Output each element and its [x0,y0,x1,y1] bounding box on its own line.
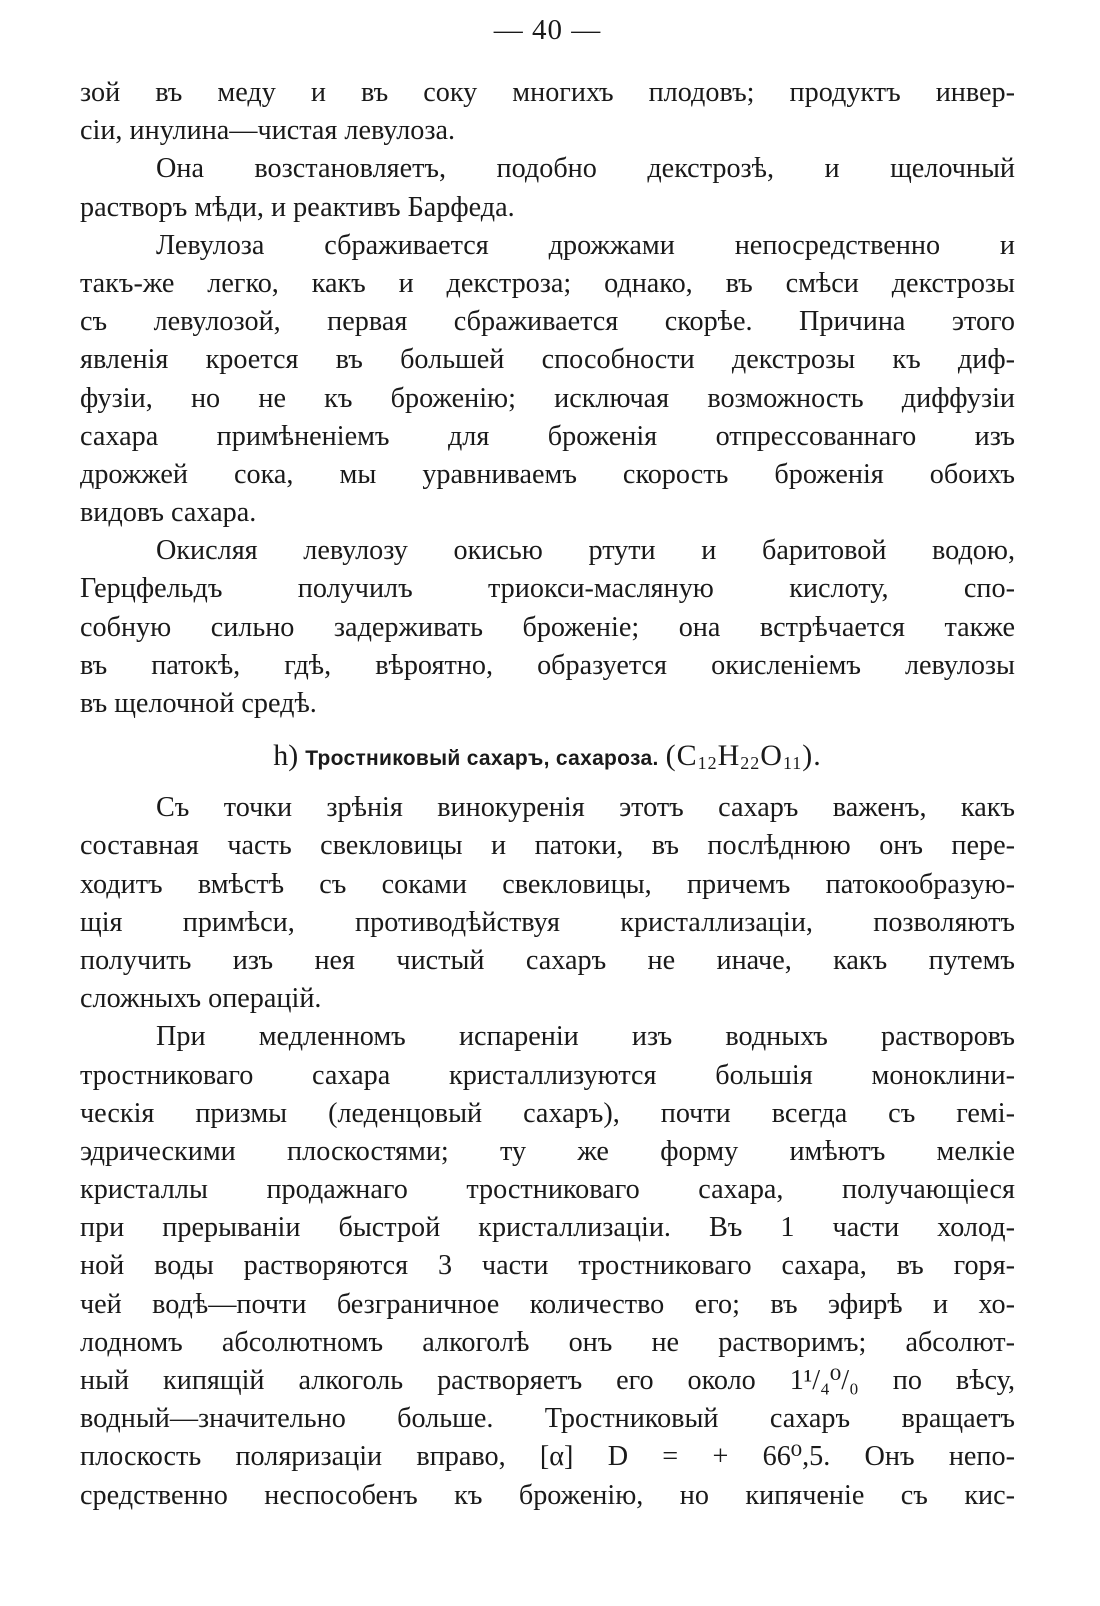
text-line: такъ-же легко, какъ и декстроза; однако, въ смѣси декстрозы [80,267,1015,299]
text-line: сложныхъ операцій. [80,983,322,1015]
text-line: получить изъ нея чистый сахаръ не иначе, какъ путемъ [80,944,1015,976]
text-line: фузіи, но не къ броженію; исключая возможность диффузіи [80,382,1015,414]
text-line: въ щелочной средѣ. [80,688,317,719]
text-line: Съ точки зрѣнія винокуренія этотъ сахаръ важенъ, какъ [156,792,1015,824]
text-line: ный кипящій алкоголь растворяетъ его около 1¹/₄⁰/₀ по вѣсу, [80,1365,1015,1396]
text-line: явленія кроется въ большей способности декстрозы къ диф- [80,344,1015,376]
text-line: ходитъ вмѣстѣ съ соками свекловицы, причемъ патокообразую- [80,868,1015,900]
text-line: Окисляя левулозу окисью ртути и баритовой водою, [156,535,1015,567]
text-line: собную сильно задерживать броженіе; она встрѣчается также [80,611,1015,643]
text-line: эдрическими плоскостями; ту же форму имѣютъ мелкіе [80,1135,1015,1167]
formula-part: (C [665,739,698,773]
text-line: составная часть свекловицы и патоки, въ послѣднюю онъ пере- [80,830,1015,862]
text-line: растворъ мѣди, и реактивъ Барфеда. [80,191,515,223]
formula-part: O [760,739,783,773]
formula-subscript: 22 [740,753,761,774]
formula-subscript: 12 [697,753,718,774]
text-line: ческія призмы (леденцовый сахаръ), почти всегда съ гемі- [80,1097,1015,1129]
formula-part: H [717,739,741,773]
body-text [80,74,1015,1515]
text-line: ной воды растворяются 3 части тростниковаго сахара, въ горя- [80,1250,1015,1282]
text-line: съ левулозой, первая сбраживается скорѣе. Причина этого [80,306,1015,338]
formula-subscript: 11 [782,753,803,774]
text-line: въ патокѣ, гдѣ, вѣроятно, образуется окисленіемъ левулозы [80,649,1015,681]
text-line: видовъ сахара. [80,497,257,529]
page-number: — 40 — [493,14,602,46]
text-line: при прерываніи быстрой кристаллизаціи. Въ 1 части холод- [80,1212,1015,1244]
chemical-formula [666,739,822,772]
text-line: тростниковаго сахара кристаллизуются большія моноклини- [80,1059,1015,1091]
text-line: лодномъ абсолютномъ алкоголѣ онъ не растворимъ; абсолют- [80,1326,1015,1358]
text-line: Она возстановляетъ, подобно декстрозѣ, и щелочный [156,153,1015,185]
text-line: щія примѣси, противодѣйствуя кристаллизаціи, позволяютъ [80,906,1015,938]
text-line: сахара примѣненіемъ для броженія отпрессованнаго изъ [80,420,1015,452]
text-line: дрожжей сока, мы уравниваемъ скорость броженія обоихъ [80,458,1015,490]
text-line: зой въ меду и въ соку многихъ плодовъ; продуктъ инвер- [80,77,1015,108]
section-title: Тростниковый сахаръ, сахароза. [305,747,659,771]
text-line: Левулоза сбраживается дрожжами непосредственно и [156,229,1015,261]
formula-part: ). [802,739,822,773]
text-line: водный—значительно больше. Тростниковый сахаръ вращаетъ [80,1403,1015,1435]
text-line: кристаллы продажнаго тростниковаго сахара, получающіеся [80,1174,1015,1206]
text-line: средственно неспособенъ къ броженію, но кипяченіе съ кис- [80,1479,1015,1511]
section-heading [80,723,1015,789]
text-line: Герцфельдъ получилъ триокси-масляную кислоту, спо- [80,573,1015,605]
text-line: чей водѣ—почти безграничное количество его; въ эфирѣ и хо- [80,1288,1015,1320]
document-page [80,0,1015,1606]
text-line: При медленномъ испареніи изъ водныхъ растворовъ [156,1021,1015,1053]
section-label: h) [273,739,299,773]
text-line: сіи, инулина—чистая левулоза. [80,115,456,147]
text-line: плоскость поляризаціи вправо, [α] D = + 66⁰,5. Онъ непо- [80,1441,1015,1473]
